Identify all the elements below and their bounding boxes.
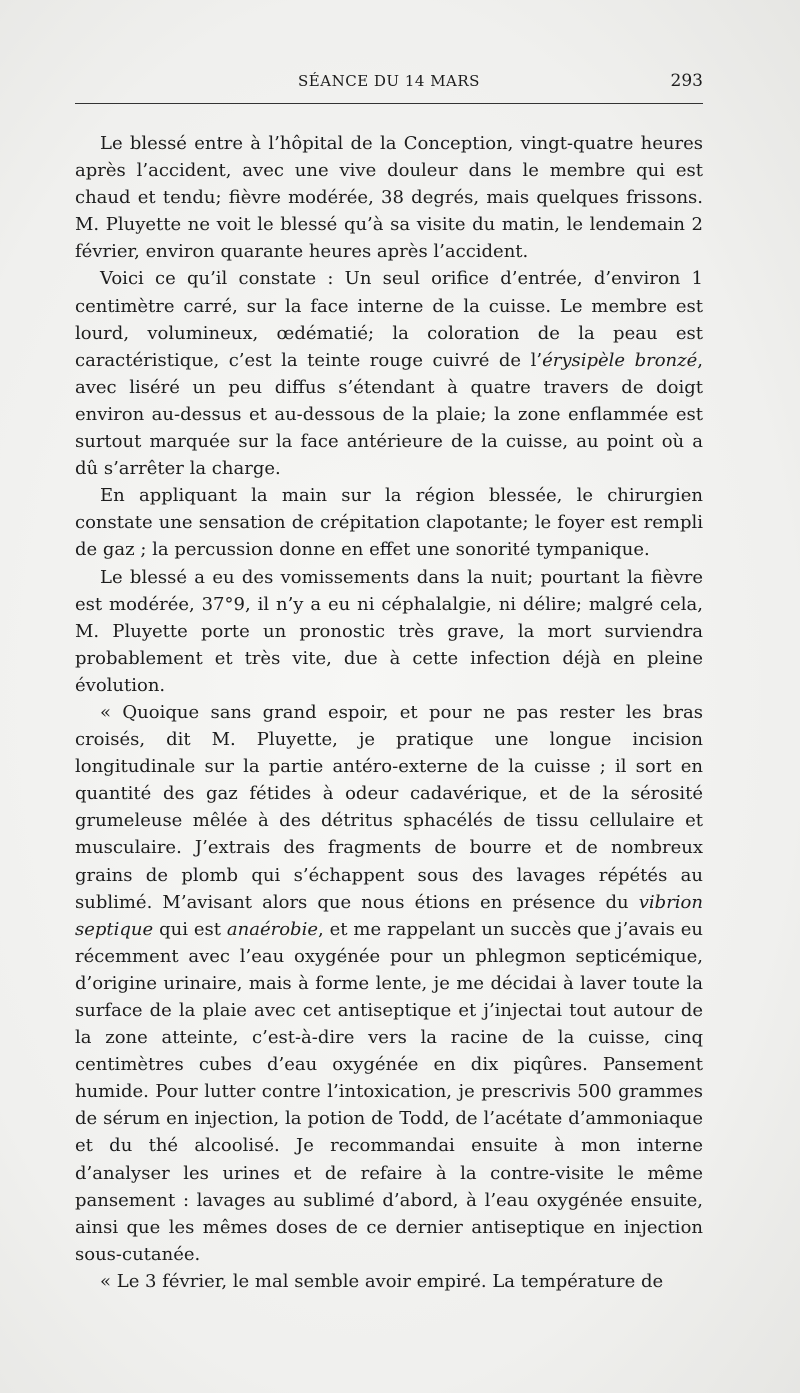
italic-term: anaérobie bbox=[226, 918, 318, 940]
body-text bbox=[75, 130, 703, 1295]
paragraph bbox=[75, 265, 703, 482]
paragraph-text: qui est bbox=[153, 918, 227, 940]
paragraph bbox=[75, 482, 703, 563]
paragraph bbox=[75, 564, 703, 699]
paragraph-text: , et me rappelant un succès que j’avais eu récemment avec l’eau oxygénée pour un phlegmon septicémique, d’origine urinaire, mais à forme lente, je me décidai à laver toute la surface de la plaie avec cet antiseptique et j’injectai tout autour de la zone atteinte, c’est-à-dire vers la racine de la cuisse, cinq centimètres cubes d’eau oxygénée en dix piqûres. Pansement humide. Pour lutter contre l’intoxication, je prescrivis 500 grammes de sérum en injection, la potion de Todd, de l’acétate d’ammoniaque et du thé alcoolisé. Je recommandai ensuite à mon interne d’analyser les urines et de refaire à la contre-visite le même pansement : lavages au sublimé d’abord, à l’eau oxygénée ensuite, ainsi que les mêmes doses de ce dernier antiseptique en injection sous-cutanée. bbox=[75, 918, 703, 1265]
page-number: 293 bbox=[670, 71, 703, 91]
paragraph-text: « Quoique sans grand espoir, et pour ne pas rester les bras croisés, dit M. Pluyette, je pratique une longue incision longitudinale sur la partie antéro-externe de la cuisse ; il sort en quantité des gaz fétides à odeur cadavérique, et de la sérosité grumeleuse mêlée à des détritus sphacélés de tissu cellulaire et musculaire. J’extrais des fragments de bourre et de nombreux grains de plomb qui s’échappent sous des lavages répétés au sublimé. M’avisant alors que nous étions en présence du bbox=[75, 701, 703, 913]
paragraph-text: Voici ce qu’il constate : Un seul orifice d’entrée, d’environ 1 centimètre carré, sur la face interne de la cuisse. Le membre est lourd, volumineux, œdématié; la coloration de la peau est caractéristique, c’est la teinte rouge cuivré de l’ bbox=[75, 268, 703, 371]
italic-term: vibrion septique bbox=[75, 891, 703, 940]
running-title: SÉANCE DU 14 MARS bbox=[298, 72, 480, 90]
paragraph-text: Le blessé entre à l’hôpital de la Conception, vingt-quatre heures après l’accident, avec une vive douleur dans le membre qui est chaud et tendu; fièvre modérée, 38 degrés, mais quelques frissons. M. Pluyette ne voit le blessé qu’à sa visite du matin, le lendemain 2 février, environ quarante heures après l’accident. bbox=[75, 133, 703, 263]
paragraph bbox=[75, 1268, 703, 1295]
paragraph bbox=[75, 130, 703, 265]
paragraph-text: En appliquant la main sur la région blessée, le chirurgien constate une sensation de crépitation clapotante; le foyer est rempli de gaz ; la percussion donne en effet une sonorité tympanique. bbox=[75, 485, 703, 561]
italic-term: érysipèle bronzé bbox=[542, 349, 698, 371]
paragraph bbox=[75, 699, 703, 1268]
page-header bbox=[75, 72, 703, 98]
paragraph-text: , avec liséré un peu diffus s’étendant à quatre travers de doigt environ au-dessus et au-dessous de la plaie; la zone enflammée est surtout marquée sur la face antérieure de la cuisse, au point où a dû s’arrêter la charge. bbox=[75, 349, 704, 480]
paragraph-text: « Le 3 février, le mal semble avoir empiré. La température de bbox=[100, 1270, 664, 1292]
header-rule bbox=[75, 103, 703, 104]
paragraph-text: Le blessé a eu des vomissements dans la nuit; pourtant la fièvre est modérée, 37°9, il n’y a eu ni céphalalgie, ni délire; malgré cela, M. Pluyette porte un pronostic très grave, la mort surviendra probablement et très vite, due à cette infection déjà en pleine évolution. bbox=[75, 566, 703, 696]
